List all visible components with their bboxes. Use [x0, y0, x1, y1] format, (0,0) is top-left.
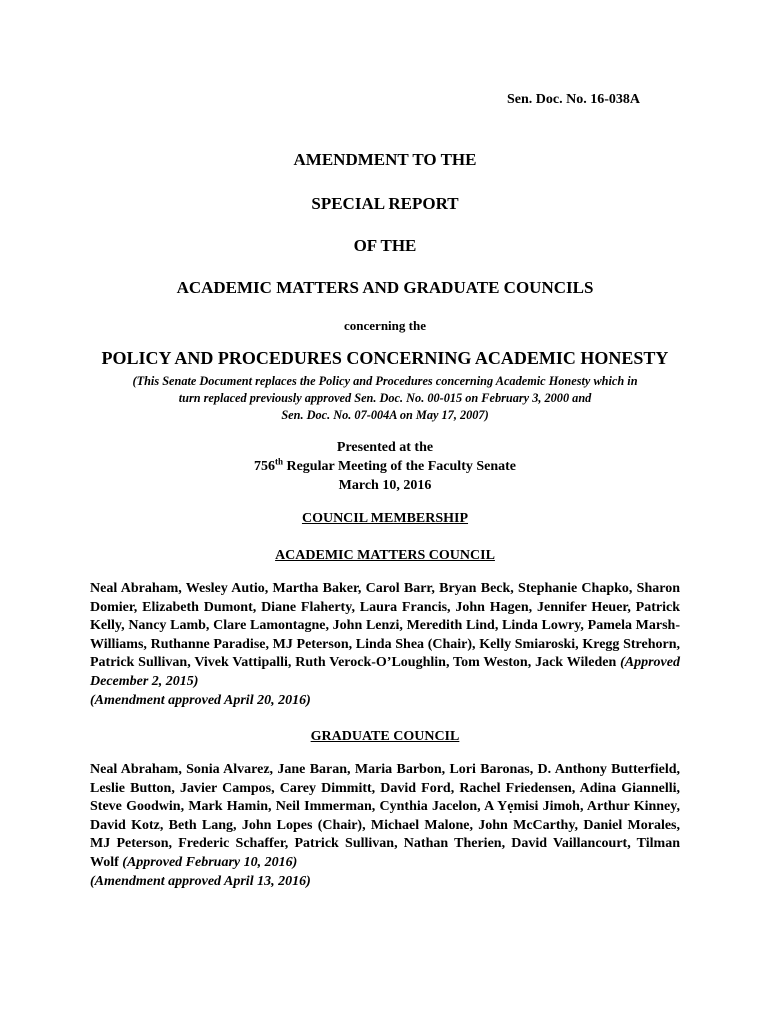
replacement-note-line-2: turn replaced previously approved Sen. Doc. No. 00-015 on February 3, 2000 and [178, 391, 592, 405]
meeting-date: March 10, 2016 [338, 478, 432, 493]
replacement-note-line-3: Sen. Doc. No. 07-004A on May 17, 2007) [281, 408, 489, 422]
meeting-line [0, 457, 770, 476]
academic-matters-heading: ACADEMIC MATTERS COUNCIL [275, 548, 495, 563]
replacement-note-line-1: (This Senate Document replaces the Policy and Procedures concerning Academic Honesty which in [132, 374, 638, 388]
meeting-ordinal-number: 756 [253, 459, 275, 474]
academic-matters-member-list: Neal Abraham, Wesley Autio, Martha Baker, Carol Barr, Bryan Beck, Stephanie Chapko, Sharon Domier, Elizabeth Dumont, Diane Flaherty, Laura Francis, John Hagen, Jennifer Heuer, Patrick Kelly, Nancy Lamb, Clare Lamontagne, John Lenzi, Meredith Lind, Linda Lowry, Pamela Marsh-Williams, Ruthanne Paradise, MJ Peterson, Linda Shea (Chair), Kelly Smiaroski, Kregg Strehorn, Patrick Sullivan, Vivek Vattipalli, Ruth Verock-O’Loughlin, Tom Weston, Jack Wileden [90, 581, 680, 671]
meeting-name: Regular Meeting of the Faculty Senate [282, 459, 517, 474]
replacement-note [0, 373, 770, 424]
title-line-4: ACADEMIC MATTERS AND GRADUATE COUNCILS [176, 278, 594, 297]
presented-line: Presented at the [336, 440, 434, 455]
academic-matters-amendment: (Amendment approved April 20, 2016) [90, 692, 311, 708]
graduate-council-amendment: (Amendment approved April 13, 2016) [90, 873, 311, 889]
academic-matters-members [90, 580, 680, 710]
meeting-ordinal-suffix: th [274, 456, 283, 467]
graduate-council-members [90, 761, 680, 891]
title-line-1: AMENDMENT TO THE [293, 150, 477, 169]
concerning-label: concerning the [344, 318, 426, 333]
title-line-3: OF THE [353, 236, 417, 255]
academic-matters-approved: (Approved December 2, 2015) [90, 655, 680, 689]
council-membership-heading: COUNCIL MEMBERSHIP [301, 511, 469, 526]
policy-title: POLICY AND PROCEDURES CONCERNING ACADEMIC HONESTY [101, 348, 669, 368]
title-line-2: SPECIAL REPORT [311, 194, 459, 213]
graduate-council-approved: (Approved February 10, 2016) [122, 854, 298, 870]
presented-block [0, 438, 770, 495]
graduate-council-member-list: Neal Abraham, Sonia Alvarez, Jane Baran, Maria Barbon, Lori Baronas, D. Anthony Butterfield, Leslie Button, Javier Campos, Carey Dimmitt, David Ford, Rachel Friedensen, Adina Giannelli, Steve Goodwin, Mark Hamin, Neil Immerman, Cynthia Jacelon, A Yẹmisi Jimoh, Arthur Kinney, David Kotz, Beth Lang, John Lopes (Chair), Michael Malone, John McCarthy, Daniel Morales, MJ Peterson, Frederic Schaffer, Patrick Sullivan, Nathan Therien, David Vaillancourt, Tilman Wolf [90, 762, 680, 870]
graduate-council-heading: GRADUATE COUNCIL [310, 729, 460, 744]
document-number: Sen. Doc. No. 16-038A [507, 92, 640, 107]
